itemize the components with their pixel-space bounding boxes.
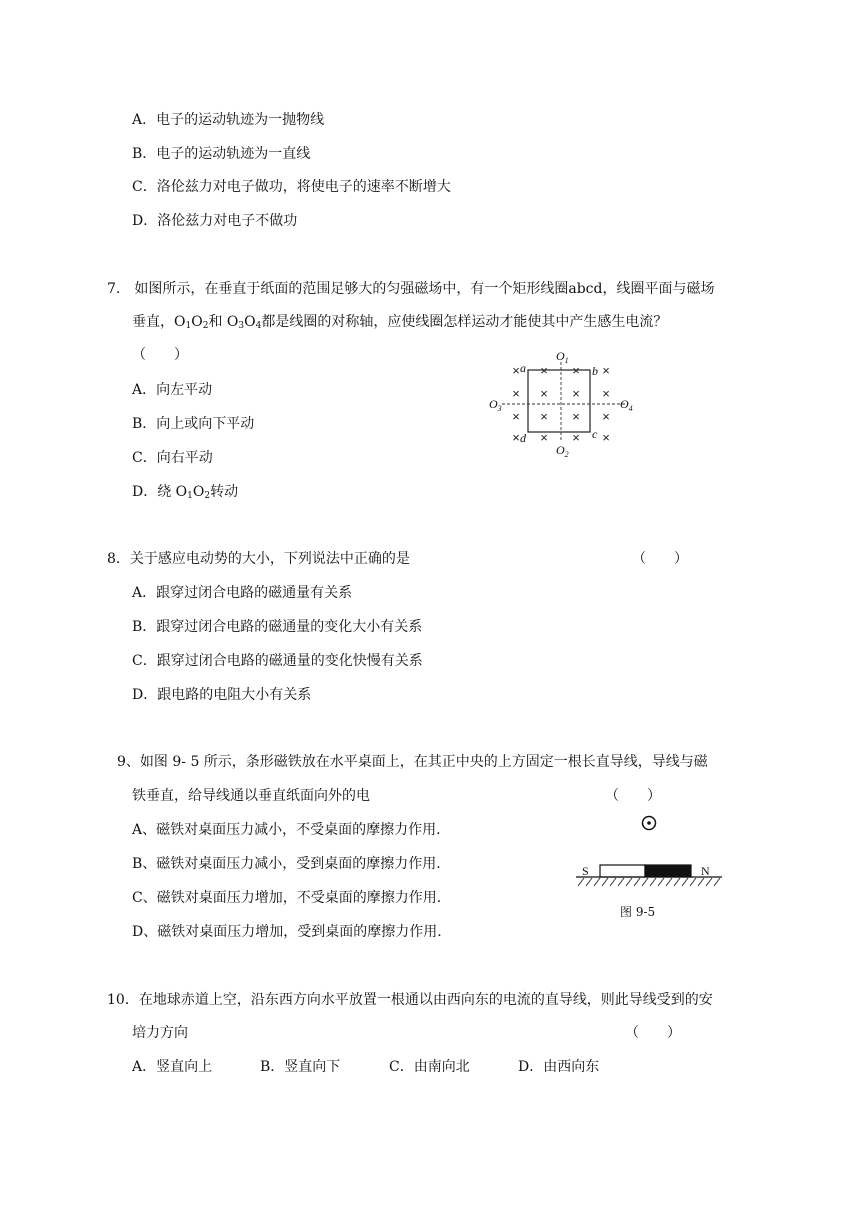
q9-option-b: B、磁铁对桌面压力减小，受到桌面的摩擦力作用. [132,856,441,872]
q9-stem-line2: 铁垂直，给导线通以垂直纸面向外的电 [132,788,370,804]
field-cross: × [512,386,520,401]
field-cross: × [602,363,610,378]
q10-answer-paren: （ ） [625,1025,681,1041]
field-cross: × [512,430,520,445]
q8-answer-paren: （ ） [632,551,688,567]
q6-option-a: A．电子的运动轨迹为一抛物线 [132,112,325,128]
q9-option-d: D、磁铁对桌面压力增加，受到桌面的摩擦力作用. [132,924,442,940]
axis-label-o4: $O_4$ [620,397,633,413]
q8-option-b: B．跟穿过闭合电路的磁通量的变化大小有关系 [132,619,423,635]
field-cross: × [602,430,610,445]
coil-rectangle [528,370,590,432]
wire-out-of-page-icon [643,817,656,830]
q6-option-d: D．洛伦兹力对电子不做功 [132,213,298,229]
field-cross: × [602,409,610,424]
magnet-n-half [645,865,691,877]
q8-stem: 8．关于感应电动势的大小，下列说法中正确的是 [107,551,410,567]
q6-option-b: B．电子的运动轨迹为一直线 [132,146,311,162]
q8-option-c: C．跟穿过闭合电路的磁通量的变化快慢有关系 [132,653,423,669]
q9-answer-paren: （ ） [605,788,661,804]
q9-figure-caption: 图 9-5 [620,905,656,919]
q10-option-d: D．由西向东 [518,1059,600,1075]
corner-d-label: d [520,431,526,445]
q6-option-c: C．洛伦兹力对电子做功，将使电子的速率不断增大 [132,179,451,195]
field-cross: × [572,409,580,424]
axis-label-o1: $O_1$ [556,349,569,365]
pole-s-label: S [582,864,589,878]
q8-option-a: A．跟穿过闭合电路的磁通量有关系 [132,585,353,601]
q10-option-c: C．由南向北 [389,1059,470,1075]
q7-option-c: C．向右平动 [132,450,213,466]
field-cross: × [572,386,580,401]
q9-magnet-figure [570,810,730,890]
q10-stem-line1: 10．在地球赤道上空，沿东西方向水平放置一根通以由西向东的电流的直导线，则此导线受到的安 [107,992,713,1008]
q9-option-c: C、磁铁对桌面压力增加，不受桌面的摩擦力作用. [132,890,442,906]
field-cross: × [602,386,610,401]
corner-b-label: b [592,364,598,378]
q8-option-d: D．跟电路的电阻大小有关系 [132,687,312,703]
field-cross: × [572,430,580,445]
q7-answer-paren: （ ） [132,347,188,363]
field-cross: × [540,430,548,445]
axis-label-o3: $O_3$ [489,397,502,413]
field-cross: × [512,363,520,378]
axis-label-o2: $O_2$ [556,443,569,459]
q10-option-a: A．竖直向上 [132,1059,213,1075]
q7-option-d: D．绕 $O_1O_2$转动 [132,484,239,501]
q9-stem-line1: 9、如图 9- 5 所示，条形磁铁放在水平桌面上，在其正中央的上方固定一根长直导线，导线与磁 [117,754,708,770]
q7-coil-figure [486,348,636,460]
corner-c-label: c [592,427,598,441]
q10-option-b: B．竖直向下 [260,1059,341,1075]
pole-n-label: N [701,864,710,878]
field-cross: × [540,409,548,424]
q9-option-a: A、磁铁对桌面压力减小，不受桌面的摩擦力作用. [132,822,441,838]
field-cross: × [540,363,548,378]
q7-stem-line2: 垂直，$O_1O_2$和 $O_3O_4$都是线圈的对称轴，应使线圈怎样运动才能使其中产生感生电流？ [132,314,668,331]
table-hatching [578,878,720,886]
corner-a-label: a [520,361,526,375]
q7-option-b: B．向上或向下平动 [132,416,255,432]
field-cross: × [572,363,580,378]
q7-stem-line1: 7. 如图所示，在垂直于纸面的范围足够大的匀强磁场中，有一个矩形线圈abcd，线圈平面与磁场 [107,281,715,297]
field-cross: × [512,409,520,424]
q10-stem-line2: 培力方向 [132,1025,188,1041]
q7-option-a: A．向左平动 [132,382,213,398]
magnet-s-half [600,865,645,877]
field-cross: × [540,386,548,401]
